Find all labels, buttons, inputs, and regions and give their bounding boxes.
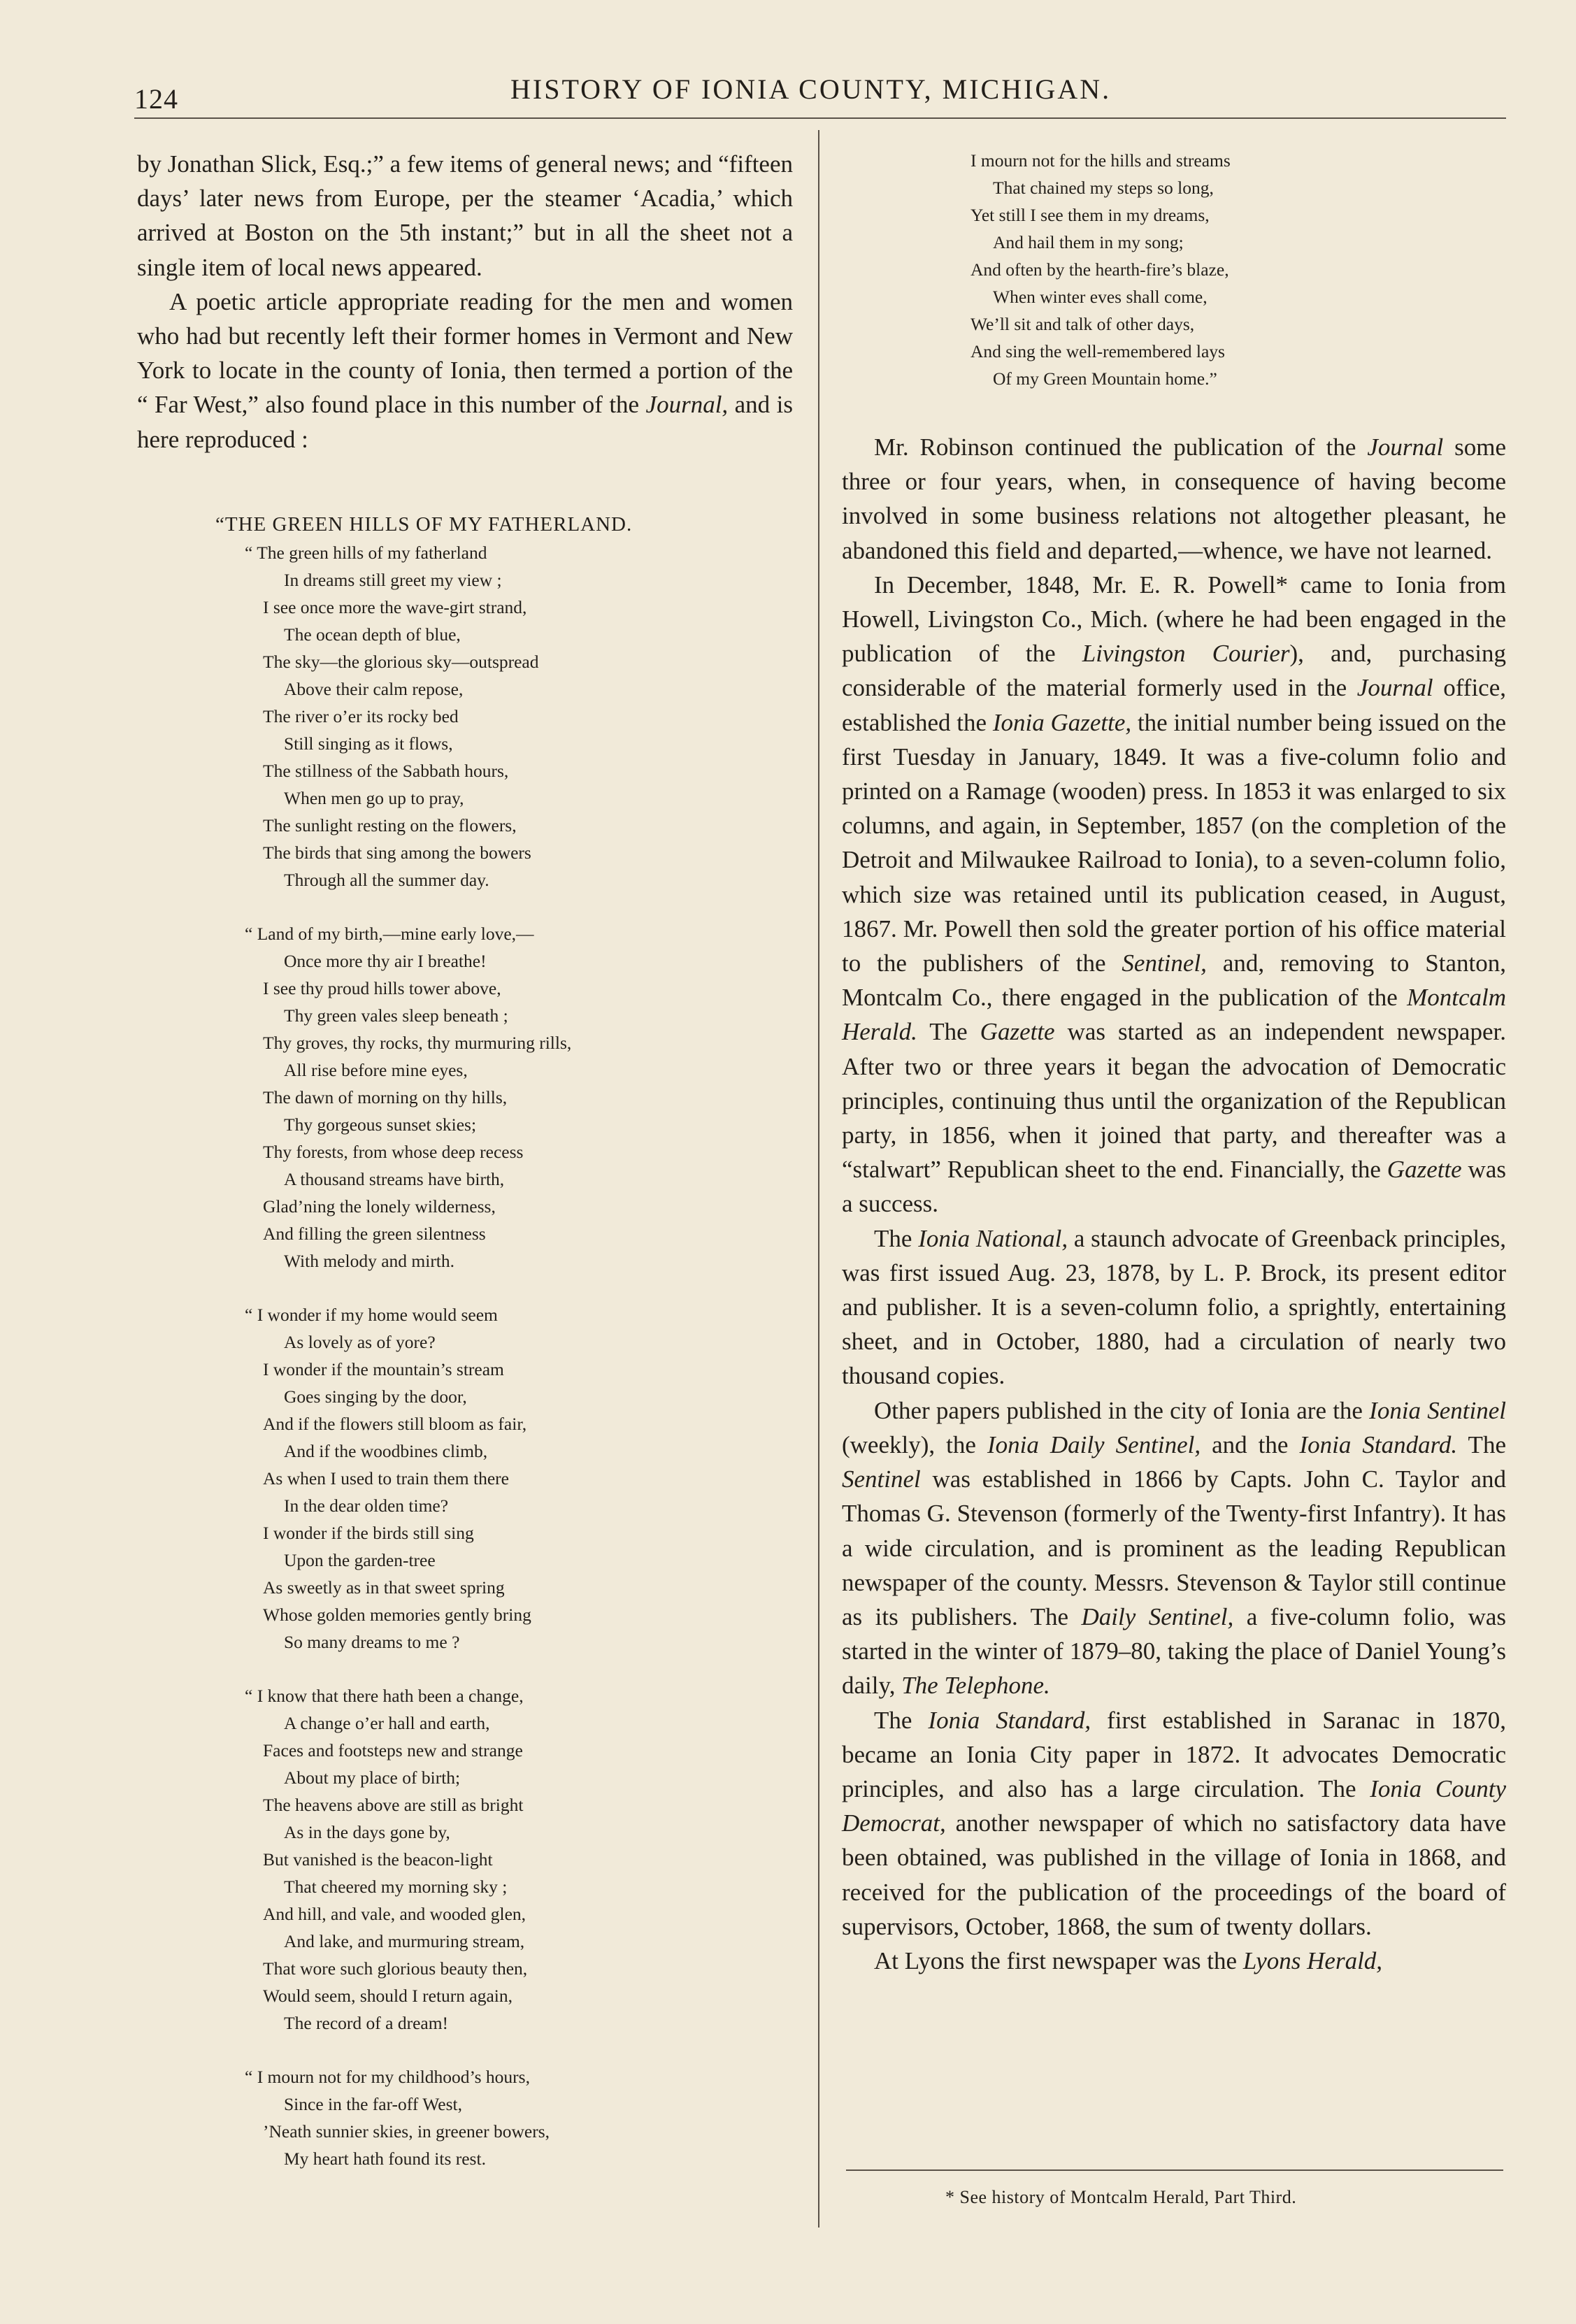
left-column — [137, 147, 793, 2199]
poem-line: As sweetly as in that sweet spring — [263, 1577, 505, 1598]
poem-line: And if the flowers still bloom as fair, — [263, 1413, 527, 1434]
poem-line: Once more thy air I breathe! — [284, 950, 487, 971]
poem-line: Thy green vales sleep beneath ; — [284, 1005, 508, 1026]
poem-line: When winter eves shall come, — [993, 287, 1208, 307]
poem-line: In the dear olden time? — [284, 1495, 449, 1516]
poem-title: “THE GREEN HILLS OF MY FATHERLAND. — [215, 512, 633, 536]
poem-line: And hill, and vale, and wooded glen, — [263, 1903, 526, 1924]
poem-line: As lovely as of yore? — [284, 1331, 436, 1352]
poem-line: The stillness of the Sabbath hours, — [263, 760, 509, 781]
poem-line: As in the days gone by, — [284, 1821, 450, 1842]
poem-line: When men go up to pray, — [284, 787, 464, 808]
poem-line: The heavens above are still as bright — [263, 1794, 524, 1815]
poem-line: All rise before mine eyes, — [284, 1059, 468, 1080]
poem-line: Above their calm repose, — [284, 678, 464, 699]
poem-line: Upon the garden-tree — [284, 1549, 436, 1570]
poem-line: Still singing as it flows, — [284, 733, 453, 754]
poem-line: Yet still I see them in my dreams, — [970, 205, 1210, 225]
poem-line: ’Neath sunnier skies, in greener bowers, — [263, 2121, 550, 2142]
poem-line: The dawn of morning on thy hills, — [263, 1086, 508, 1107]
poem-line: Of my Green Mountain home.” — [993, 368, 1217, 389]
poem-line: Faces and footsteps new and strange — [263, 1740, 523, 1760]
right-paragraph-2: In December, 1848, Mr. E. R. Powell* came to Ionia from Howell, Livingston Co., Mich. (where he had been engaged in the publication of the Livingston Courier), and, purchasing considerable of the material formerly used in the Journal office, established the Ionia Gazette, the initial number being issued on the first Tuesday in January, 1849. It was a five-column folio and printed on a Ramage (wooden) press. In 1853 it was enlarged to six columns, and again, in September, 1857 (on the completion of the Detroit and Milwaukee Railroad to Ionia), to a seven-column folio, which size was retained until its publication ceased, in August, 1867. Mr. Powell then sold the greater portion of his office material to the publishers of the Sentinel, and, removing to Stanton, Montcalm Co., there engaged in the publication of the Montcalm Herald. The Gazette was started as an independent newspaper. After two or three years it began the advocation of Democratic principles, continuing thus until the organization of the Republican party, in 1856, when it joined that party, and thereafter was a “stalwart” Republican sheet to the end. Financially, the Gazette was a success. — [842, 571, 1506, 1218]
poem-stanza-1 — [137, 539, 793, 894]
right-paragraph-6: At Lyons the first newspaper was the Lyons Herald, — [874, 1946, 1383, 1974]
poem-line: In dreams still greet my view ; — [284, 569, 502, 590]
poem-line: I see thy proud hills tower above, — [263, 977, 501, 998]
right-paragraph-1: Mr. Robinson continued the publication of the Journal some three or four years, when, in consequence of having become involved in some business relations not altogether pleasant, he abandoned this field and departed,—whence, we have not learned. — [842, 433, 1506, 564]
poem-line: Would seem, should I return again, — [263, 1985, 513, 2006]
poem-line: A thousand streams have birth, — [284, 1168, 505, 1189]
poem-line: As when I used to train them there — [263, 1468, 509, 1489]
poem-line: The river o’er its rocky bed — [263, 705, 459, 726]
poem-line: That chained my steps so long, — [993, 178, 1214, 198]
poem-line: I wonder if the birds still sing — [263, 1522, 474, 1543]
right-paragraph-4: Other papers published in the city of Ionia are the Ionia Sentinel (weekly), the Ionia Daily Sentinel, and the Ionia Standard. The Sentinel was established in 1866 by Capts. John C. Taylor and Thomas G. Stevenson (formerly of the Twenty-first Infantry). It has a wide circulation, and is prominent as the leading Republican newspaper of the county. Messrs. Stevenson & Taylor still continue as its publishers. The Daily Sentinel, a five-column folio, was started in the winter of 1879–80, taking the place of Daniel Young’s daily, The Telephone. — [842, 1396, 1506, 1700]
poem-line: The sunlight resting on the flowers, — [263, 815, 517, 835]
poem-line: Through all the summer day. — [284, 869, 489, 890]
poem-line: Glad’ning the lonely wilderness, — [263, 1196, 496, 1217]
poem-line: Since in the far-off West, — [284, 2093, 462, 2114]
poem-line: We’ll sit and talk of other days, — [970, 314, 1195, 334]
poem-line: The birds that sing among the bowers — [263, 842, 531, 863]
footnote-rule — [846, 2169, 1503, 2171]
poem-line: Thy groves, thy rocks, thy murmuring rills, — [263, 1032, 572, 1053]
poem-line: Whose golden memories gently bring — [263, 1604, 531, 1625]
poem-line: About my place of birth; — [284, 1767, 461, 1788]
poem-left — [137, 539, 793, 2172]
poem-line: I wonder if the mountain’s stream — [263, 1358, 504, 1379]
poem-line: And sing the well-remembered lays — [970, 341, 1225, 361]
poem-line: The sky—the glorious sky—outspread — [263, 651, 539, 672]
page-number: 124 — [134, 83, 178, 115]
poem-line: “ Land of my birth,—mine early love,— — [245, 923, 534, 944]
poem-line: That cheered my morning sky ; — [284, 1876, 508, 1897]
poem-stanza-5 — [137, 2063, 793, 2172]
poem-line: Thy gorgeous sunset skies; — [284, 1114, 477, 1135]
poem-line: “ I know that there hath been a change, — [245, 1685, 524, 1706]
poem-line: “ I wonder if my home would seem — [245, 1304, 498, 1325]
poem-line: And often by the hearth-fire’s blaze, — [970, 259, 1229, 280]
poem-line: “ The green hills of my fatherland — [245, 542, 487, 563]
poem-line: And hail them in my song; — [993, 232, 1184, 252]
poem-line: I mourn not for the hills and streams — [970, 150, 1231, 171]
poem-line: So many dreams to me ? — [284, 1631, 460, 1652]
footnote: * See history of Montcalm Herald, Part Third. — [945, 2187, 1297, 2207]
column-divider — [818, 130, 819, 2228]
poem-line: I see once more the wave-girt strand, — [263, 596, 527, 617]
poem-line: “ I mourn not for my childhood’s hours, — [245, 2066, 530, 2087]
poem-line: That wore such glorious beauty then, — [263, 1958, 528, 1979]
left-paragraph-1: by Jonathan Slick, Esq.;” a few items of general news; and “fifteen days’ later news from Europe, per the steamer ‘Acadia,’ which arrived at Boston on the 5th instant;” but in all the sheet not a single item of local news appeared. — [137, 150, 793, 281]
poem-line: The record of a dream! — [284, 2012, 449, 2033]
poem-continuation — [842, 147, 1506, 392]
right-column — [842, 147, 1506, 1978]
poem-line: And filling the green silentness — [263, 1223, 486, 1244]
poem-line: Goes singing by the door, — [284, 1386, 467, 1407]
poem-line: And if the woodbines climb, — [284, 1440, 488, 1461]
right-paragraph-3: The Ionia National, a staunch advocate of Greenback principles, was first issued Aug. 23, 1878, by L. P. Brock, its present editor and publisher. It is a seven-column folio, a sprightly, entertaining sheet, and in October, 1880, had a circulation of nearly two thousand copies. — [842, 1224, 1506, 1390]
poem-stanza-2 — [137, 920, 793, 1275]
poem-stanza-3 — [137, 1301, 793, 1656]
poem-stanza-4 — [137, 1682, 793, 2037]
poem-line: With melody and mirth. — [284, 1250, 455, 1271]
left-paragraph-2: A poetic article appropriate reading for the men and women who had but recently left their former homes in Vermont and New York to locate in the county of Ionia, then termed a portion of the “ Far West,” also found place in this number of the Journal, and is here reproduced : — [137, 287, 793, 453]
poem-line: And lake, and murmuring stream, — [284, 1930, 525, 1951]
poem-line: A change o’er hall and earth, — [284, 1712, 490, 1733]
running-title: HISTORY OF IONIA COUNTY, MICHIGAN. — [510, 73, 1112, 105]
header-rule — [134, 117, 1506, 119]
poem-line: My heart hath found its rest. — [284, 2148, 486, 2169]
poem-line: But vanished is the beacon-light — [263, 1849, 493, 1870]
poem-line: The ocean depth of blue, — [284, 624, 461, 645]
right-paragraph-5: The Ionia Standard, first established in Saranac in 1870, became an Ionia City paper in 1872. It advocates Democratic principles, and also has a large circulation. The Ionia County Democrat, another newspaper of which no satisfactory data have been obtained, was published in the village of Ionia in 1868, and received for the publication of the proceedings of the board of supervisors, October, 1868, the sum of twenty dollars. — [842, 1706, 1506, 1940]
poem-line: Thy forests, from whose deep recess — [263, 1141, 524, 1162]
